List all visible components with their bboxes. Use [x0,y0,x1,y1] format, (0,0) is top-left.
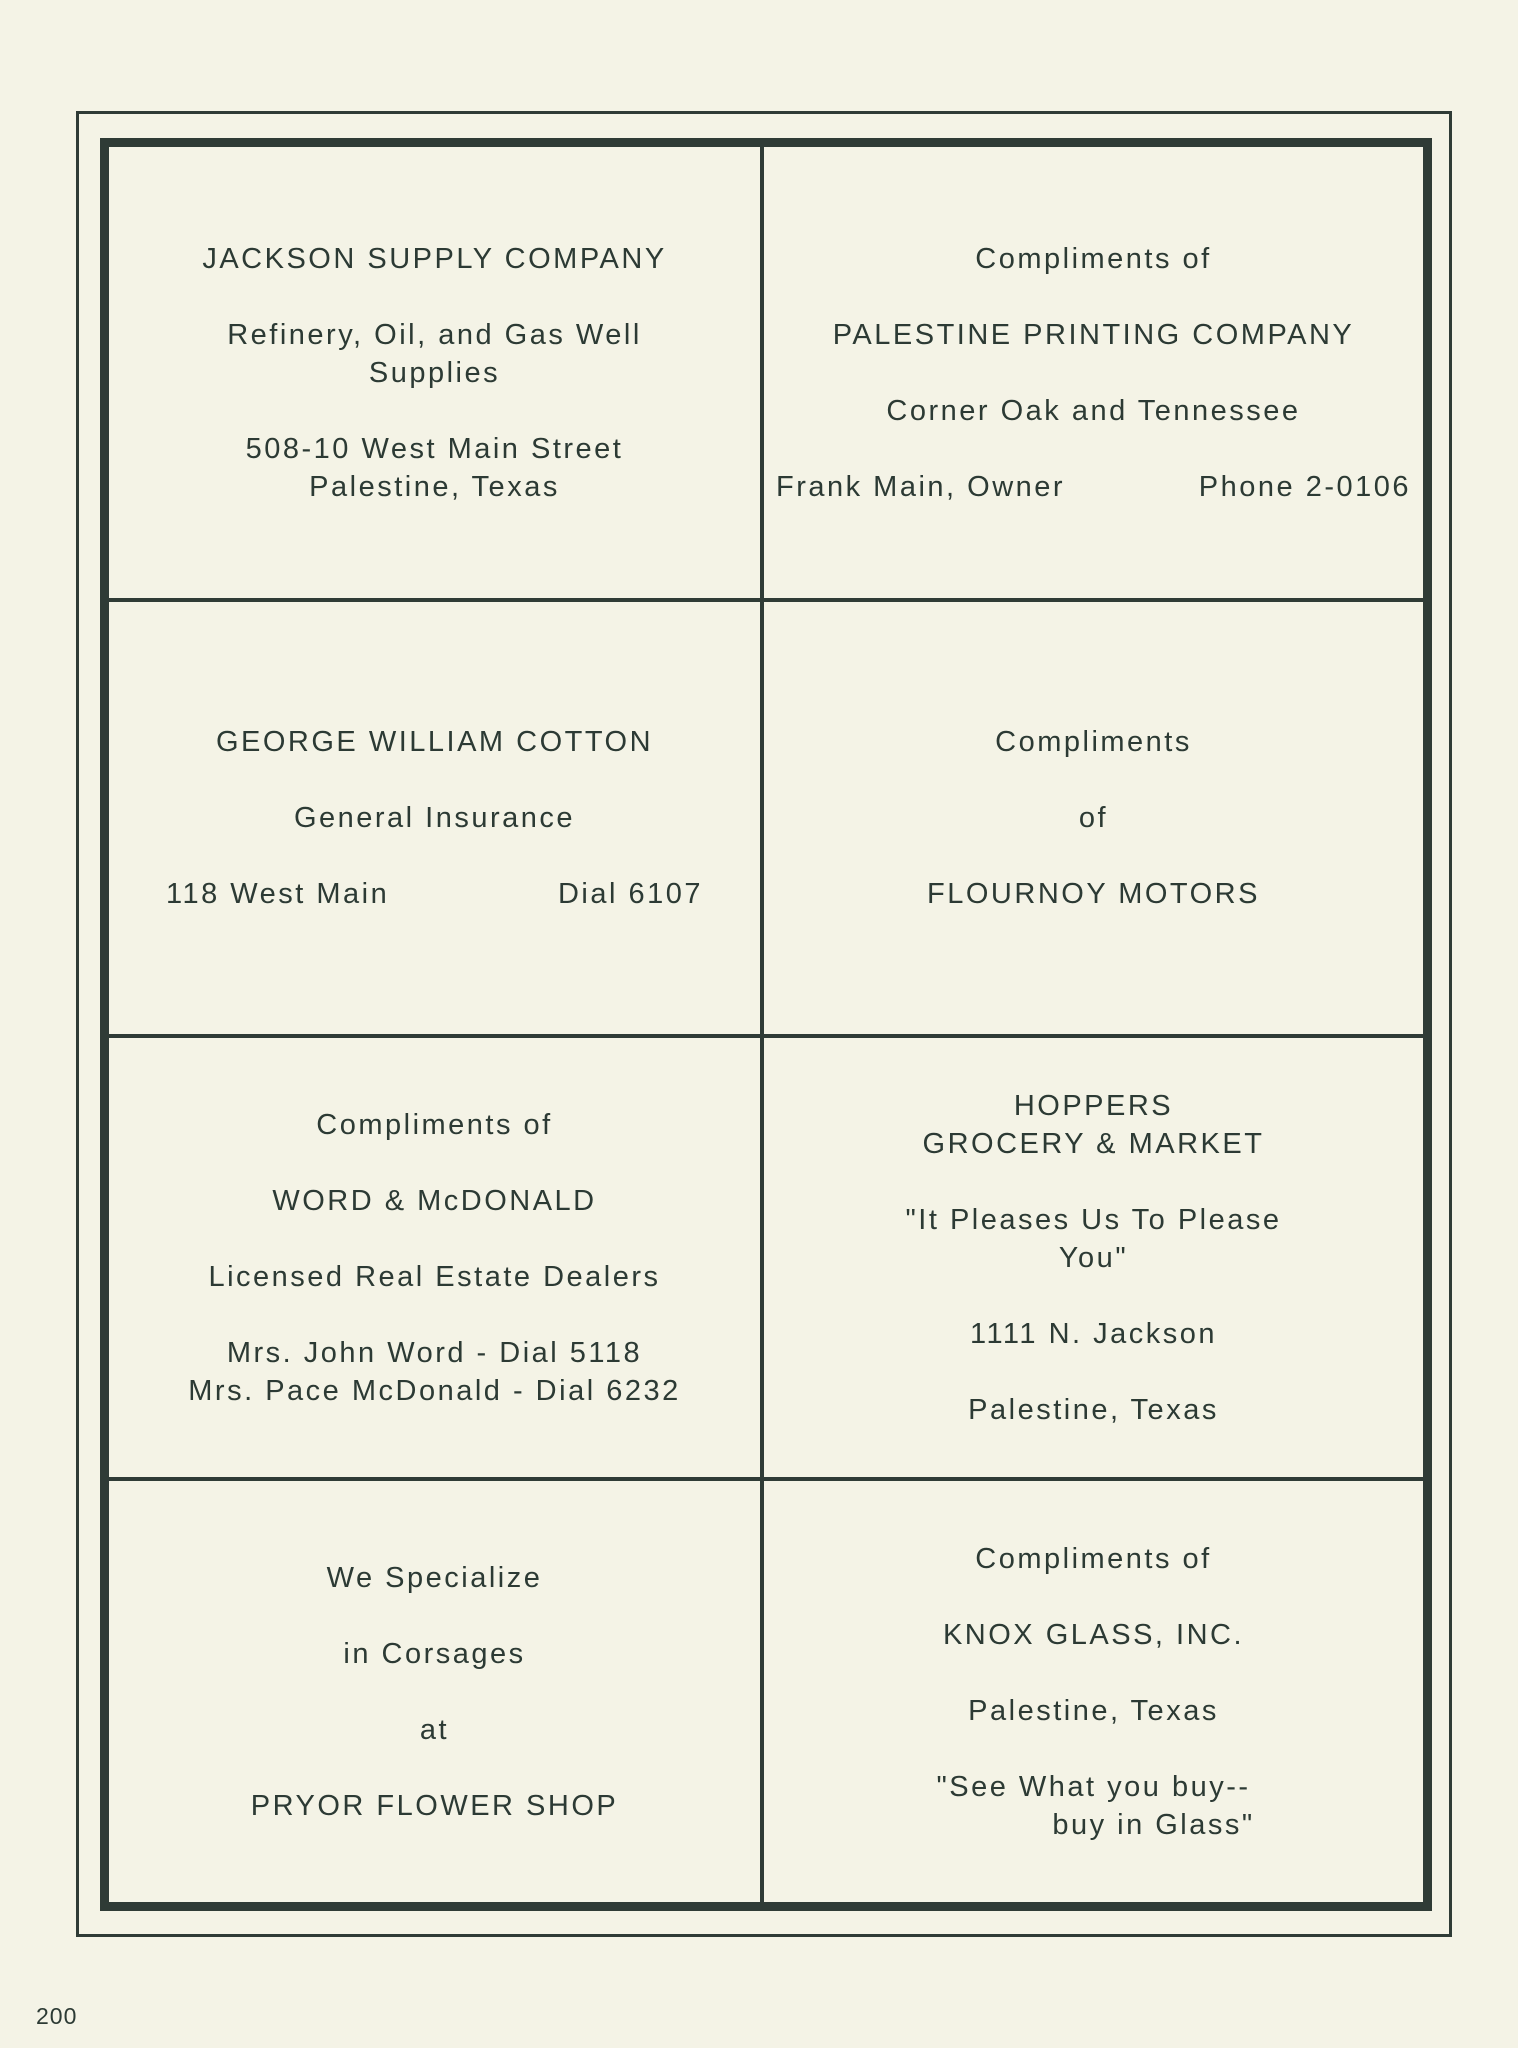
ad-printing-intro: Compliments of [975,242,1212,275]
ad-palestine-printing [764,147,1423,602]
ad-hoppers-grocery [764,1038,1423,1481]
ad-jackson-desc-1: Refinery, Oil, and Gas Well [227,318,642,351]
ad-pryor-line-1: We Specialize [326,1561,543,1594]
ad-jackson-addr-2: Palestine, Texas [309,470,560,503]
ad-hoppers-city: Palestine, Texas [968,1393,1219,1426]
ad-cotton-name: GEORGE WILLIAM COTTON [215,726,654,758]
ad-word-business: Licensed Real Estate Dealers [208,1260,661,1293]
ad-knox-name: KNOX GLASS, INC. [942,1618,1245,1651]
ad-hoppers-address: 1111 N. Jackson [969,1317,1218,1350]
ad-pryor-line-3: at [419,1713,450,1746]
ad-flournoy-intro-2: of [1078,802,1109,834]
ad-flournoy-motors [764,602,1423,1038]
ad-jackson-name: JACKSON SUPPLY COMPANY [202,242,667,275]
ad-printing-owner: Frank Main, Owner [776,470,1066,503]
ad-pryor-line-2: in Corsages [343,1637,526,1670]
ad-knox-city: Palestine, Texas [968,1694,1219,1727]
ad-cotton-phone: Dial 6107 [557,878,703,910]
ad-cotton-business: General Insurance [293,802,576,834]
ad-printing-contact-row [776,468,1411,506]
ad-word-mcdonald [109,1038,764,1481]
ad-flournoy-name: FLOURNOY MOTORS [927,878,1260,910]
ad-word-contact-1: Mrs. John Word - Dial 5118 [226,1336,643,1369]
ad-hoppers-name-1: HOPPERS [1013,1089,1174,1122]
advertisement-grid [100,138,1432,1911]
ad-jackson-desc-2: Supplies [368,356,501,389]
ad-cotton-insurance [109,602,764,1038]
ad-hoppers-slogan-2: You" [1058,1241,1129,1274]
ad-jackson-addr-1: 508-10 West Main Street [245,432,624,465]
ad-printing-address: Corner Oak and Tennessee [886,394,1301,427]
ad-word-name: WORD & McDONALD [272,1184,597,1217]
ad-knox-slogan-2: buy in Glass" [1052,1808,1255,1841]
ad-pryor-flower-shop [109,1481,764,1902]
ad-pryor-name: PRYOR FLOWER SHOP [250,1789,619,1822]
page-number: 200 [36,2003,78,2029]
ad-knox-slogan-1: "See What you buy-- [936,1770,1251,1803]
ad-printing-phone: Phone 2-0106 [1198,470,1411,503]
ad-jackson-supply [109,147,764,602]
ad-word-intro: Compliments of [316,1108,553,1141]
ad-flournoy-intro-1: Compliments [995,726,1192,758]
ad-knox-intro: Compliments of [975,1542,1212,1575]
ad-word-contact-2: Mrs. Pace McDonald - Dial 6232 [188,1374,681,1407]
ad-printing-name: PALESTINE PRINTING COMPANY [832,318,1355,351]
ad-hoppers-slogan-1: "It Pleases Us To Please [905,1203,1282,1236]
ad-cotton-address: 118 West Main [166,878,390,910]
ad-knox-glass [764,1481,1423,1902]
ad-hoppers-name-2: GROCERY & MARKET [922,1127,1265,1160]
ad-cotton-contact-row [121,875,748,913]
